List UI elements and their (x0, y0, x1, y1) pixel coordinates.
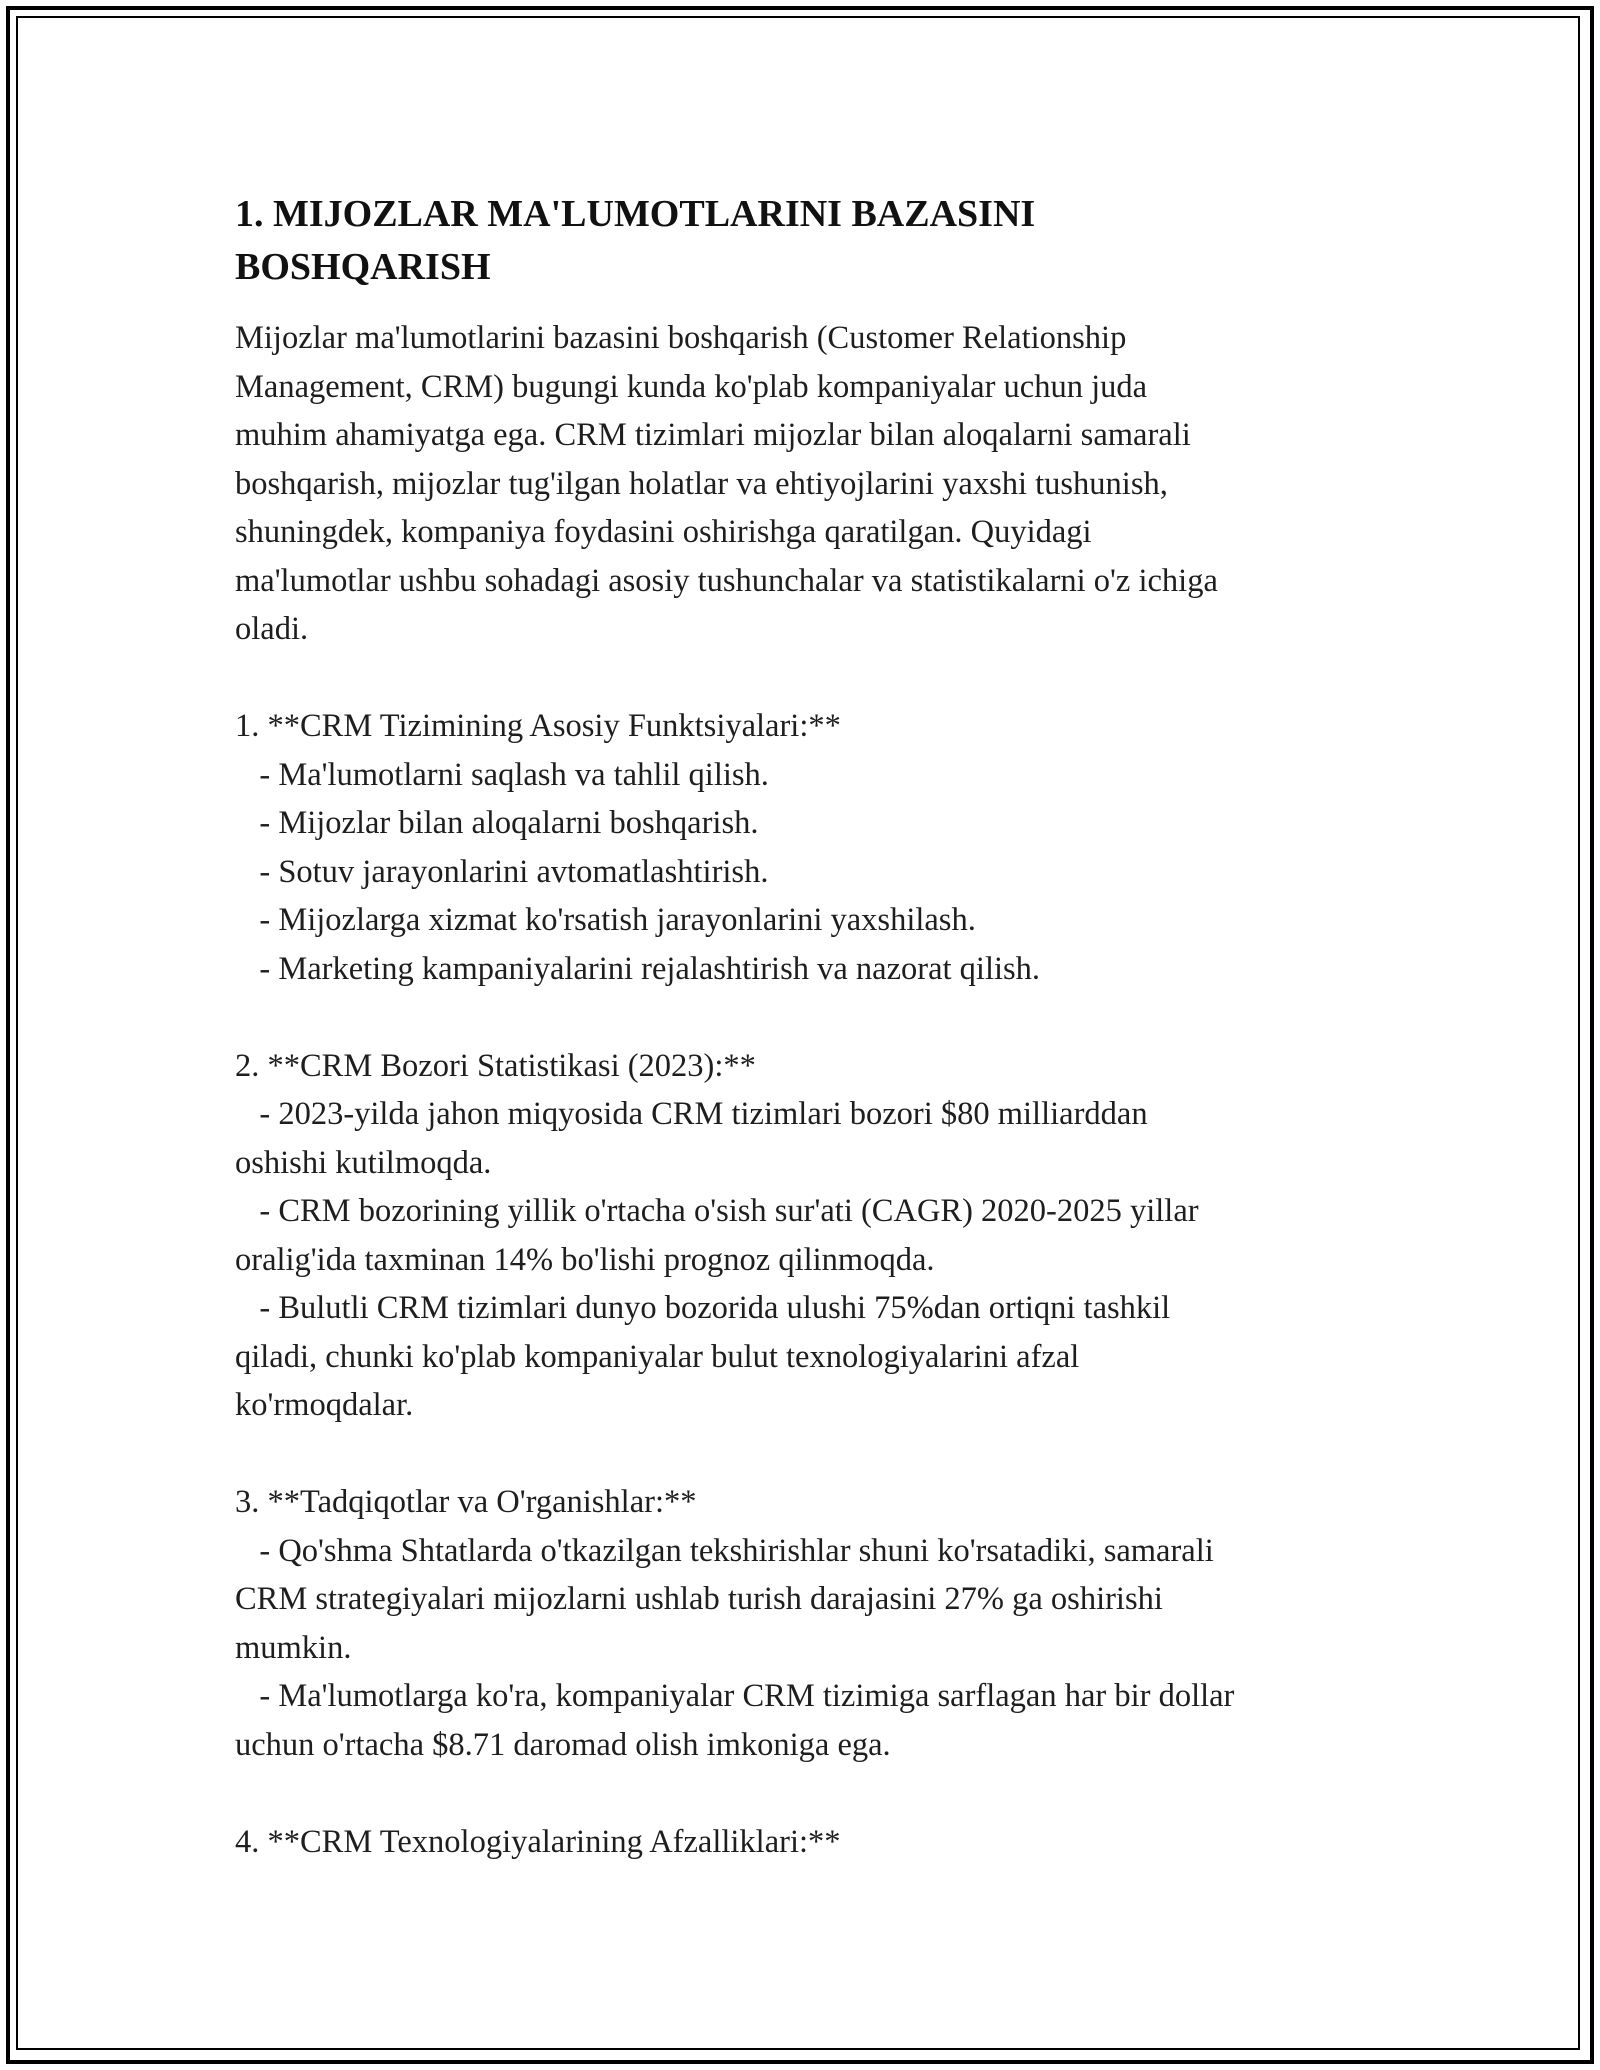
document-body: Mijozlar ma'lumotlarini bazasini boshqarish (Customer Relationship Management, CRM) bugungi kunda ko'plab kompaniyalar uchun juda muhim ahamiyatga ega. CRM tizimlari mijozlar bilan aloqalarni samarali boshqarish, mijozlar tug'ilgan holatlar va ehtiyojlarini yaxshi tushunish, shuningdek, kompaniya foydasini oshirishga qaratilgan. Quyidagi ma'lumotlar ushbu sohadagi asosiy tushunchalar va statistikalarni o'z ichiga oladi. 1. **CRM Tizimining Asosiy Funktsiyalari:** - Ma'lumotlarni saqlash va tahlil qilish. - Mijozlar bilan aloqalarni boshqarish. - Sotuv jarayonlarini avtomatlashtirish. - Mijozlarga xizmat ko'rsatish jarayonlarini yaxshilash. - Marketing kampaniyalarini rejalashtirish va nazorat qilish. 2. **CRM Bozori Statistikasi (2023):** - 2023-yilda jahon miqyosida CRM tizimlari bozori $80 milliarddan oshishi kutilmoqda. - CRM bozorining yillik o'rtacha o'sish sur'ati (CAGR) 2020-2025 yillar oralig'ida taxminan 14% bo'lishi prognoz qilinmoqda. - Bulutli CRM tizimlari dunyo bozorida ulushi 75%dan ortiqni tashkil qiladi, chunki ko'plab kompaniyalar bulut texnologiyalarini afzal ko'rmoqdalar. 3. **Tadqiqotlar va O'rganishlar:** - Qo'shma Shtatlarda o'tkazilgan tekshirishlar shuni ko'rsatadiki, samarali CRM strategiyalari mijozlarni ushlab turish darajasini 27% ga oshirishi mumkin. - Ma'lumotlarga ko'ra, kompaniyalar CRM tizimiga sarflagan har bir dollar uchun o'rtacha $8.71 daromad olish imkoniga ega. 4. **CRM Texnologiyalarining Afzalliklari:** (235, 320, 1235, 1860)
document-content (235, 188, 1385, 1866)
document-title: 1. MIJOZLAR MA'LUMOTLARINI BAZASINI BOSHQARISH (235, 193, 1036, 288)
